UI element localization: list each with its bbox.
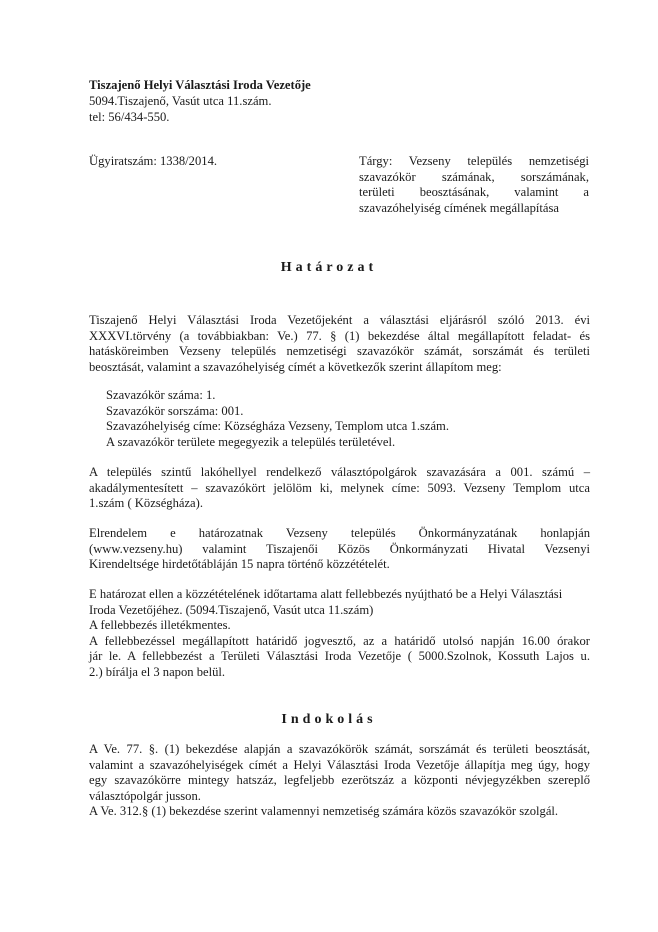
decision-item: Szavazóhelyiség címe: Községháza Vezseny, Templom utca 1.szám. xyxy=(106,419,449,434)
intro-line: beosztását, valamint a szavazóhelyiség címét a következők szerint állapítom meg: xyxy=(89,359,502,374)
issuer-address: 5094.Tiszajenő, Vasút utca 11.szám. xyxy=(89,94,272,108)
paragraph-line: választópolgár jusson. xyxy=(89,788,201,803)
subject-line: szavazókör számának, sorszámának, xyxy=(359,169,589,184)
paragraph-line: A fellebbezéssel megállapított határidő jogvesztő, az a határidő utolsó napján 16.00 órakor xyxy=(89,633,590,648)
paragraph-line: valamint a szavazóhelyiségek címét a Helyi Választási Iroda Vezetője állapítja meg úgy, hogy xyxy=(89,757,590,772)
paragraph-line: Elrendelem e határozatnak Vezseny település Önkormányzatának honlapján xyxy=(89,526,590,540)
subject-block xyxy=(359,154,589,216)
paragraph-line: jár le. A fellebbezést a Területi Választási Iroda Vezetője ( 5000.Szolnok, Kossuth Lajos u. xyxy=(89,649,590,664)
intro-line: Tiszajenő Helyi Választási Iroda Vezetőjeként a választási eljárásról szóló 2013. évi xyxy=(89,313,590,327)
reasoning-title: Indokolás xyxy=(281,712,377,727)
paragraph-line: Kirendeltsége hirdetőtábláján 15 napra történő közzétételét. xyxy=(89,557,390,572)
paragraph-line: akadálymentesített – szavazókört jelölöm ki, melynek címe: 5093. Vezseny Templom utca xyxy=(89,480,590,495)
paragraph-line: A Ve. 312.§ (1) bekezdése szerint valamennyi nemzetiség számára közös szavazókör szolgál. xyxy=(89,804,559,819)
subject-line: Tárgy: Vezseny település nemzetiségi xyxy=(359,154,589,168)
document-title: Határozat xyxy=(280,260,378,275)
issuer-phone: tel: 56/434-550. xyxy=(89,110,170,124)
intro-paragraph xyxy=(89,313,590,375)
appeal-paragraph xyxy=(89,587,590,681)
subject-line: területi beosztásának, valamint a xyxy=(359,185,589,200)
paragraph-line: 1.szám ( Községháza). xyxy=(89,496,203,511)
decision-list xyxy=(106,388,449,450)
paragraph-line: egy szavazókörre mintegy hatszáz, legfeljebb ezerötszáz a központi névjegyzékben szereplő xyxy=(89,773,590,788)
paragraph-line: 2.) bírálja el 3 napon belül. xyxy=(89,664,226,679)
paragraph-line: Iroda Vezetőjéhez. (5094.Tiszajenő, Vasút utca 11.szám) xyxy=(89,602,374,617)
reasoning-paragraph xyxy=(89,742,590,820)
decision-item: Szavazókör sorszáma: 001. xyxy=(106,403,244,418)
file-number: Ügyiratszám: 1338/2014. xyxy=(89,154,218,168)
paragraph-line: A fellebbezés illetékmentes. xyxy=(89,618,231,633)
paragraph-line: (www.vezseny.hu) valamint Tiszajenői Közös Önkormányzati Hivatal Vezsenyi xyxy=(89,541,590,556)
decision-item: Szavazókör száma: 1. xyxy=(106,388,216,402)
paragraph-line: A Ve. 77. §. (1) bekezdése alapján a szavazókörök számát, sorszámát és területi beosztását, xyxy=(89,742,590,756)
issuer-name: Tiszajenő Helyi Választási Iroda Vezetője xyxy=(89,78,311,92)
paragraph-line: E határozat ellen a közzétételének időtartama alatt fellebbezés nyújtható be a Helyi Választási xyxy=(89,587,563,601)
intro-line: XXXVI.törvény (a továbbiakban: Ve.) 77. § (1) bekezdése által megállapított feladat- és xyxy=(89,328,590,343)
paragraph-line: A település szintű lakóhellyel rendelkező választópolgárok szavazására a 001. számú – xyxy=(89,465,590,479)
decision-item: A szavazókör területe megegyezik a település területével. xyxy=(106,434,396,449)
publication-paragraph xyxy=(89,526,590,573)
intro-line: hatásköreimben Vezseny település nemzetiségi szavazókör számát, sorszámát és területi xyxy=(89,344,590,359)
subject-line: szavazóhelyiség címének megállapítása xyxy=(359,200,560,215)
accessible-station-paragraph xyxy=(89,465,590,512)
